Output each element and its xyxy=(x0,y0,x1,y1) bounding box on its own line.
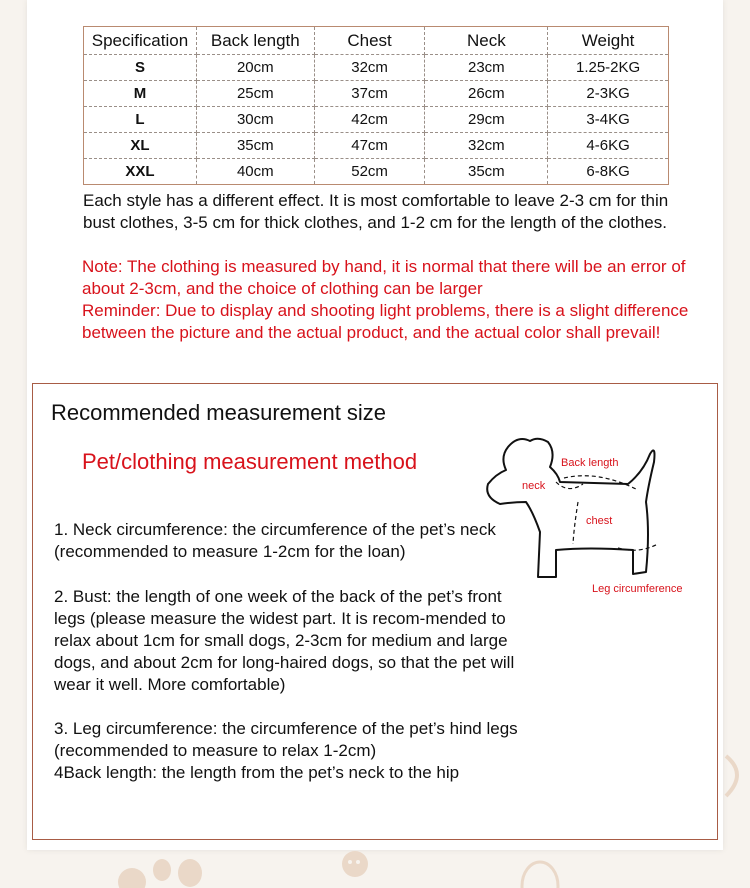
paw-print-icon xyxy=(515,856,565,888)
cell-neck: 29cm xyxy=(425,107,548,133)
cell-neck: 23cm xyxy=(425,55,548,81)
method-title: Pet/clothing measurement method xyxy=(82,449,418,474)
cell-weight: 1.25-2KG xyxy=(548,55,669,81)
cell-chest: 52cm xyxy=(314,159,425,185)
back-length-label: Back length xyxy=(561,457,619,469)
header-chest: Chest xyxy=(314,27,425,55)
cell-weight: 4-6KG xyxy=(548,133,669,159)
cell-back: 20cm xyxy=(196,55,314,81)
size-table xyxy=(83,26,669,185)
header-weight: Weight xyxy=(548,27,669,55)
red-notes xyxy=(82,256,692,344)
cell-spec: XXL xyxy=(84,159,197,185)
table-row xyxy=(84,55,669,81)
cell-spec: S xyxy=(84,55,197,81)
back-length-instruction: 4Back length: the length from the pet’s neck to the hip xyxy=(54,763,460,782)
header-specification: Specification xyxy=(84,27,197,55)
cell-spec: M xyxy=(84,81,197,107)
cell-chest: 42cm xyxy=(314,107,425,133)
table-header-row xyxy=(84,27,669,55)
cell-back: 40cm xyxy=(196,159,314,185)
cell-neck: 26cm xyxy=(425,81,548,107)
leg-instruction: 3. Leg circumference: the circumference of the pet’s hind legs (recommended to measure to relax 1-2cm) xyxy=(54,719,518,760)
measurement-title: Recommended measurement size xyxy=(51,400,387,425)
table-row xyxy=(84,81,669,107)
cell-weight: 2-3KG xyxy=(548,81,669,107)
leg-back-instructions xyxy=(54,718,534,784)
table-row xyxy=(84,133,669,159)
bust-instruction: 2. Bust: the length of one week of the back of the pet’s front legs (please measure the widest part. It is recom-mended to relax about 1cm for small dogs, 2-3cm for medium and large dogs, and about 2cm for long-haired dogs, so that the pet will wear it well. More comfortable) xyxy=(54,587,515,694)
paw-print-icon xyxy=(722,748,750,804)
cell-chest: 47cm xyxy=(314,133,425,159)
paw-print-icon xyxy=(335,846,375,886)
cell-weight: 6-8KG xyxy=(548,159,669,185)
measurement-lines xyxy=(556,476,658,551)
cell-back: 30cm xyxy=(196,107,314,133)
chest-label: chest xyxy=(586,515,613,527)
table-row xyxy=(84,107,669,133)
header-neck: Neck xyxy=(425,27,548,55)
style-note: Each style has a different effect. It is most comfortable to leave 2-3 cm for thin bust clothes, 3-5 cm for thick clothes, and 1-2 cm for the length of the clothes. xyxy=(83,191,669,232)
color-reminder-note: Reminder: Due to display and shooting light problems, there is a slight difference between the picture and the actual product, and the actual color shall prevail! xyxy=(82,301,689,342)
cell-chest: 32cm xyxy=(314,55,425,81)
cell-weight: 3-4KG xyxy=(548,107,669,133)
header-back-length: Back length xyxy=(196,27,314,55)
cell-chest: 37cm xyxy=(314,81,425,107)
cell-neck: 35cm xyxy=(425,159,548,185)
neck-label: neck xyxy=(522,480,546,492)
cell-back: 35cm xyxy=(196,133,314,159)
cell-back: 25cm xyxy=(196,81,314,107)
neck-instruction: 1. Neck circumference: the circumference of the pet’s neck (recommended to measure 1-2cm for the loan) xyxy=(54,520,496,561)
cell-spec: XL xyxy=(84,133,197,159)
table-row xyxy=(84,159,669,185)
cell-spec: L xyxy=(84,107,197,133)
measurement-error-note: Note: The clothing is measured by hand, it is normal that there will be an error of about 2-3cm, and the choice of clothing can be larger xyxy=(82,257,686,298)
leg-label: Leg circumference xyxy=(592,583,683,595)
dog-measurement-diagram xyxy=(478,432,718,602)
paw-print-icon xyxy=(110,848,220,888)
cell-neck: 32cm xyxy=(425,133,548,159)
